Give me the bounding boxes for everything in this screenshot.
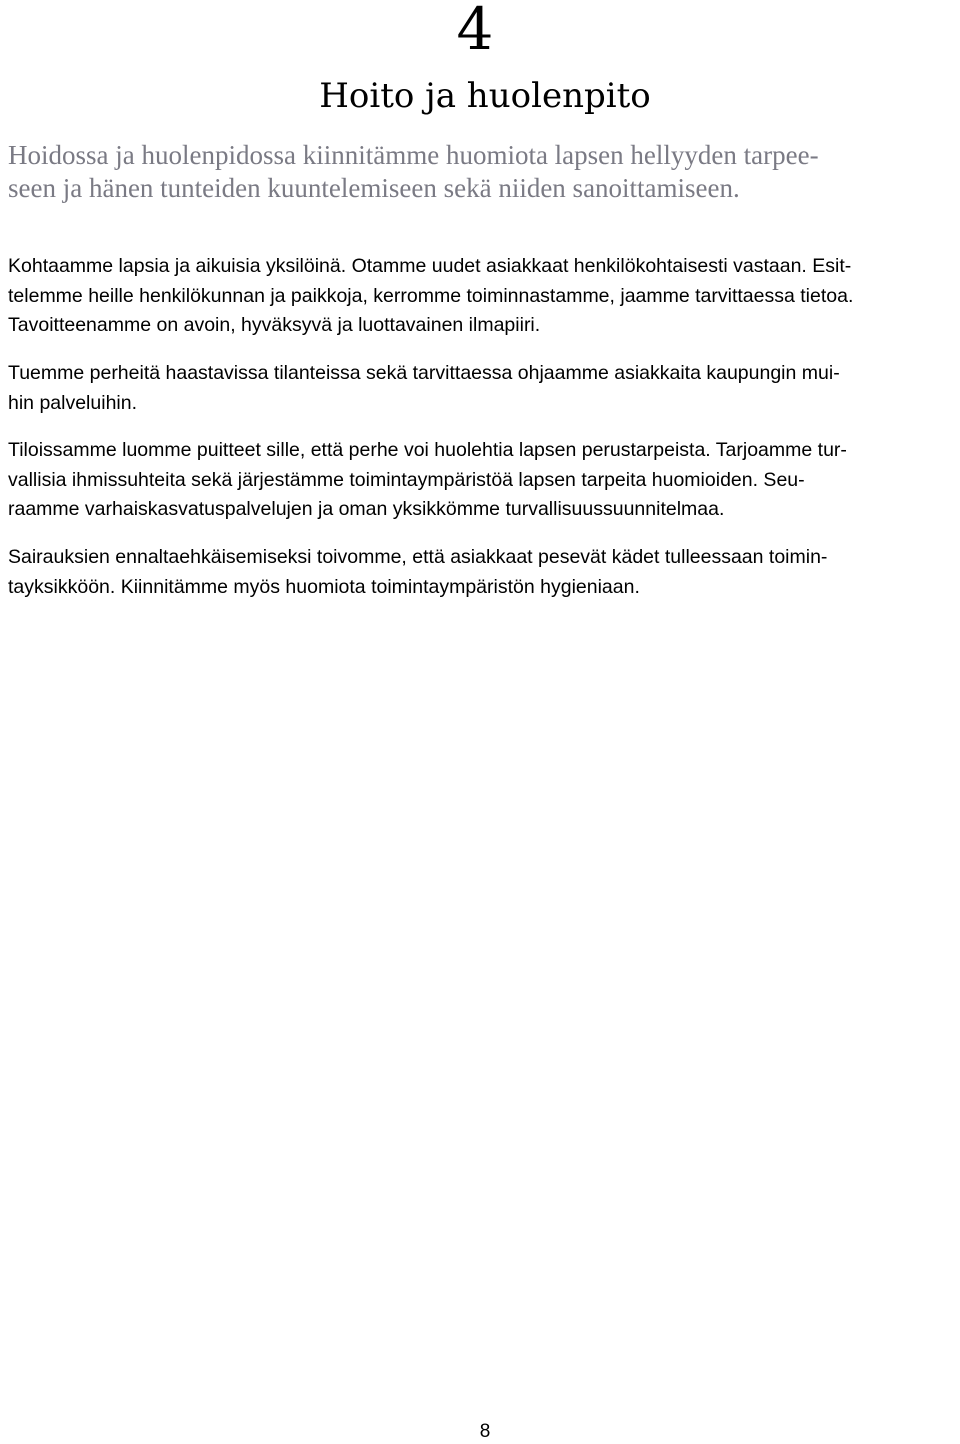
page-number: 8: [479, 1421, 491, 1442]
lead-paragraph: Hoidossa ja huolenpidossa kiinnitämme huomiota lapsen hellyyden tarpee- seen ja hänen tunteiden kuuntelemiseen sekä niiden sanoittamiseen.: [8, 140, 819, 203]
paragraph-hygiene: Sairauksien ennaltaehkäisemiseksi toivomme, että asiakkaat pesevät kädet tulleessaan toimin- tayksikköön. Kiinnitämme myös huomiota toimintaympäristön hygieniaan.: [8, 546, 828, 598]
paragraph-family-support: Tuemme perheitä haastavissa tilanteissa sekä tarvittaessa ohjaamme asiakkaita kaupungin mui- hin palveluihin.: [8, 362, 840, 414]
chapter-number: 4: [456, 0, 494, 63]
paragraph-introduction: Kohtaamme lapsia ja aikuisia yksilöinä. Otamme uudet asiakkaat henkilökohtaisesti vastaan. Esit- telemme heille henkilökunnan ja paikkoja, kerromme toiminnastamme, jaamme tarvittaessa tietoa. Tavoitteenamme on avoin, hyväksyvä ja luottavainen ilmapiiri.: [8, 255, 854, 336]
paragraph-facilities: Tiloissamme luomme puitteet sille, että perhe voi huolehtia lapsen perustarpeista. Tarjoamme tur- vallisia ihmissuhteita sekä järjestämme toimintaympäristöä lapsen tarpeita huomioiden. Seu- raamme varhaiskasvatuspalvelujen ja oman yksikkömme turvallisuussuunnitelmaa.: [8, 439, 847, 520]
chapter-title: Hoito ja huolenpito: [319, 76, 651, 116]
